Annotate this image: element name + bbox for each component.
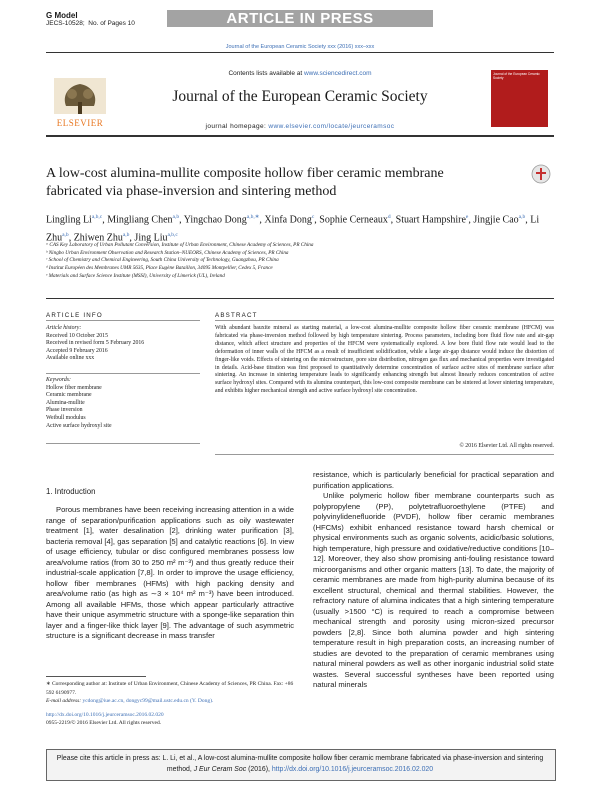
author-name[interactable]: Li Zhu (46, 214, 540, 244)
history-item: Available online xxx (46, 355, 95, 362)
abstract-heading: ABSTRACT (215, 312, 258, 319)
history-item: Received 10 October 2015 (46, 332, 108, 339)
author-affiliation-mark: a,b (62, 231, 69, 238)
footnote: ∗ Corresponding author at: Institute of Urban Environment, Chinese Academy of Sciences, PR China. Fax: +86 592 6190977. E-mail address: ycdong@iue.ac.cn, dongyc99@mail.ustc.edu.cn (Y. Dong). (46, 681, 294, 704)
crossmark-icon[interactable] (531, 164, 551, 184)
body-paragraph: Unlike polymeric hollow fiber membrane counterparts such as polypropylene (PP), polytetrafluoroethylene (PTFE) and polyvinylidenefluoride (PVDF), hollow fiber ceramic membranes (HFCMs) exhibit enhanced resistance toward harsh chemical or physical environments such as organic solvents, acidic/basic solutions, high temperature, high pressure and oxidative/reductive conditions [10–12]. Moreover, they also show promising anti-fouling resistance toward microorganisms and other organic matters [13]. To date, the majority of ceramic membranes are made from high-purity alumina because of its excellent structural, chemical and thermal stabilities. However, the refractory nature of alumina indicates that a high sintering temperature (usually >1500 °C) is required to reach a compromise between mechanical strength and porosity using micron-sized precursor powders [2,8]. Since both alumina powder and high sintering temperature result in high preparation costs, an increasing number of studies are devoted to the preparation of ceramic membranes using natural mineral powders as well as other inorganic industrial solid state wastes. Several successful syntheses have been reported using natural minerals (313, 491, 554, 689)
author-name[interactable]: Yingchao Dong (183, 214, 247, 226)
affiliation-item: ᶜ School of Chemistry and Chemical Engineering, South China University of Technology, Guangzhou, PR China (46, 257, 279, 264)
cite-box-text: Please cite this article in press as: L. Li, et al., A low-cost alumina-mullite composite hollow fiber ceramic membrane fabricated via phase-inversion and sintering method, J Eur Ceram Soc (2016), http://dx.doi.org/10.1016/j.jeurceramsoc.2016.02.020 (56, 755, 544, 773)
author-name[interactable]: Zhiwen Zhu (73, 232, 123, 244)
article-info-heading: ARTICLE INFO (46, 312, 103, 319)
page-count: No. of Pages 10 (88, 20, 135, 27)
contents-line: Contents lists available at www.sciencedirect.com (228, 70, 372, 77)
manuscript-id: JECS-10528; (46, 20, 85, 27)
journal-title: Journal of the European Ceramic Society (172, 88, 428, 105)
corresponding-author-note: ∗ Corresponding author at: Institute of Urban Environment, Chinese Academy of Sciences, PR China. Fax: +86 592 6190977. (46, 681, 294, 696)
author-affiliation-mark: a,b (518, 214, 526, 220)
article-in-press-banner: ARTICLE IN PRESS (167, 10, 433, 27)
issn-line: 0955-2219/© 2016 Elsevier Ltd. All rights reserved. (46, 719, 162, 726)
history-item: Received in revised form 5 February 2016 (46, 340, 145, 347)
author-name[interactable]: Xinfa Dong (264, 214, 312, 226)
affiliation-list (46, 242, 554, 281)
author-affiliation-mark: c (311, 214, 315, 220)
affiliation-item: ᵃ CAS Key Laboratory of Urban Pollutant Conversion, Institute of Urban Environment, Chinese Academy of Sciences, PR China (46, 242, 314, 248)
article-info-divider (46, 320, 200, 321)
section-heading-introduction: 1. Introduction (46, 487, 96, 496)
keyword: Alumina-mullite (46, 399, 85, 406)
author-affiliation-mark: a,b (172, 214, 180, 220)
header-divider (46, 52, 554, 53)
author-name[interactable]: Lingling Li (46, 214, 92, 226)
doi-link[interactable]: http://dx.doi.org/10.1016/j.jeurceramsoc.2016.02.020 (46, 712, 164, 718)
cite-doi-link[interactable]: http://dx.doi.org/10.1016/j.jeurceramsoc.2016.02.020 (271, 765, 434, 773)
keywords (46, 377, 112, 430)
keyword: Active surface hydroxyl site (46, 422, 112, 429)
abstract-copyright: © 2016 Elsevier Ltd. All rights reserved. (459, 443, 554, 449)
elsevier-wordmark: ELSEVIER (56, 118, 104, 128)
author-name[interactable]: Jing Liu (134, 232, 168, 244)
sciencedirect-link[interactable]: www.sciencedirect.com (303, 70, 372, 77)
body-paragraph: Porous membranes have been receiving increasing attention in a wide range of separation/purification applications such as oily wastewater treatment [1], water desalination [2], drinking water purification [3], bacteria removal [4], gas separation [5] and catalytic reactions [6]. In view of usage efficiency, tubular or disc configured membranes possess low area/volume ratios (from 30 to 250 m² m⁻³) and thus greatly reduce their industrial-scale application [7,8]. In order to improve the usage efficiency, hollow fiber membranes (HFMs) with high packing density and area/volume ratio (as high as ∼3 × 10⁴ m² m⁻³) have been introduced. Among all available HFMs, those which appear particularly attractive have their unique asymmetric structure with a sponge-like separation thin layer and a finger-like thick layer [9]. The advantage of such asymmetric structure is a significant decrease in mass transfer (46, 505, 294, 640)
body-column-left (46, 505, 294, 642)
abstract-bottom-divider (215, 454, 554, 455)
author-affiliation-mark: e (465, 214, 469, 220)
journal-homepage: journal homepage: www.elsevier.com/locate/jeurceramsoc (205, 123, 395, 130)
email-link[interactable]: ycdong@iue.ac.cn, dongyc99@mail.ustc.edu.cn (Y. Dong). (82, 698, 214, 704)
journal-cover-title: Journal of the European Ceramic Society (493, 72, 540, 80)
gmodel-label: G Model (46, 11, 78, 20)
author-list: Lingling Li$^{a,b,c}$, Mingliang Chen$^{a,b}$, Yingchao Dong$^{a,b,∗}$, Xinfa Dong$^c$, Sophie Cerneaux$^d$, Stuart Hampshire$^e$, Jingjie Cao$^{a,b}$, Li Zhu$^{a,b}$, Zhiwen Zhu$^{a,b}$, Jing Liu$^{a,b,c}$ (46, 214, 540, 244)
author-affiliation-mark: a,b,c (167, 231, 178, 238)
journal-citation-link[interactable]: Journal of the European Ceramic Society xxx (2016) xxx–xxx (225, 44, 375, 50)
article-info-bottom-divider (46, 443, 200, 444)
author-name[interactable]: Mingliang Chen (107, 214, 173, 226)
keywords-divider (46, 373, 200, 374)
article-title: A low-cost alumina-mullite composite hollow fiber ceramic membrane fabricated via phase-inversion and sintering method (46, 166, 444, 199)
article-history (46, 325, 144, 363)
affiliation-item: ᵈ Institut Européen des Membranes UMR 5635, Place Eugène Bataillon, 34095 Montpellier, Cedex 5, France (46, 265, 273, 272)
history-item: Accepted 9 February 2016 (46, 347, 108, 354)
affiliation-item: ᵉ Materials and Surface Science Institute (MSSI), University of Limerick (UL), Ireland (46, 272, 225, 279)
manuscript-info (46, 12, 135, 28)
keywords-label: Keywords: (46, 377, 71, 383)
header-bottom-divider (46, 135, 554, 137)
author-name[interactable]: Stuart Hampshire (395, 214, 466, 226)
homepage-link[interactable]: www.elsevier.com/locate/jeurceramsoc (268, 123, 395, 130)
body-paragraph: resistance, which is particularly beneficial for practical separation and purification applications. (313, 470, 554, 490)
abstract-text: With abundant bauxite mineral as starting material, a low-cost alumina-mullite composite hollow fiber ceramic membrane (HFCM) was fabricated via phase-inversion method followed by high temperature sintering. Process parameters, including bore fluid flow rate and air-gap distance, which affect structure and properties of the HFCM were systematically explored. A low bore fluid flow rate would lead to the deformation of inner walls of the HFCM as a result of insufficient solidification, while a large air-gap distance would induce the distortion of finger-like voids. Effects of sintering on the microstructure, pore size distribution, nitrogen gas flux and mechanical properties were investigated in details. Acid-base titration was first proposed to quantitatively determine concentration of surface active sites of membrane surface after sintering. An increase in sintering temperature leads to significantly enhancing strength but almost linearly reduces concentration of active surface hydroxyl sites. Compared with its alumina counterpart, this low-cost composite membrane can be sintered at lower sintering temperature, and exhibits higher mechanical strength and active surface hydroxyl site concentration. (215, 325, 554, 395)
doi-block (46, 712, 164, 727)
keyword: Hollow fiber membrane (46, 384, 102, 391)
keyword: Weibull modulus (46, 414, 86, 421)
keyword: Ceramic membrane (46, 392, 92, 399)
footnote-divider (46, 676, 146, 677)
affiliation-item: ᵇ Ningbo Urban Environment Observation and Research Station–NUEORS, Chinese Academy of Sciences, PR China (46, 249, 289, 256)
author-name[interactable]: Jingjie Cao (473, 214, 519, 226)
affiliation-divider (46, 298, 554, 299)
abstract-divider (215, 320, 554, 321)
keyword: Phase inversion (46, 407, 83, 414)
author-affiliation-mark: d (387, 214, 391, 220)
author-affiliation-mark: a,b,∗ (246, 214, 260, 220)
author-name[interactable]: Sophie Cerneaux (319, 214, 388, 226)
body-column-right (313, 470, 554, 691)
history-label: Article history: (46, 325, 82, 331)
author-affiliation-mark: a,b (122, 231, 130, 238)
author-affiliation-mark: a,b,c (91, 214, 103, 220)
